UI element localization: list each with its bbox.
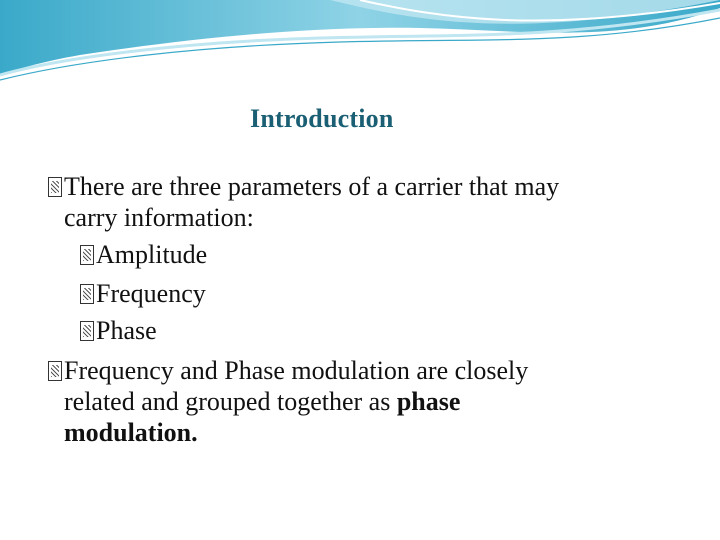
missing-glyph-box-icon [48, 361, 62, 381]
header-wave-decoration [0, 0, 720, 90]
slide-title: Introduction [250, 104, 394, 133]
bold-term-phase: phase [396, 387, 461, 416]
sub-bullet-label: Phase [96, 316, 157, 345]
sub-bullet-label: Frequency [96, 279, 206, 308]
bullet-item-2 [48, 356, 528, 386]
bullet-2-line-2: related and grouped together as [64, 387, 397, 416]
sub-bullet-amplitude [80, 240, 207, 270]
bullet-1-line-1: There are three parameters of a carrier that may [64, 172, 560, 201]
bold-term-modulation: modulation. [64, 418, 198, 447]
missing-glyph-box-icon [80, 321, 94, 341]
bullet-item-1 [48, 172, 559, 202]
missing-glyph-box-icon [48, 177, 62, 197]
missing-glyph-box-icon [80, 245, 94, 265]
bullet-1-line-2: carry information: [64, 203, 254, 232]
sub-bullet-frequency [80, 279, 206, 309]
missing-glyph-box-icon [80, 284, 94, 304]
sub-bullet-label: Amplitude [96, 240, 208, 269]
bullet-item-1-cont [64, 203, 254, 233]
bullet-item-2-cont [64, 387, 460, 417]
bullet-item-2-cont-2 [64, 418, 198, 448]
sub-bullet-phase [80, 316, 157, 346]
bullet-2-line-1: Frequency and Phase modulation are closely [64, 356, 529, 385]
